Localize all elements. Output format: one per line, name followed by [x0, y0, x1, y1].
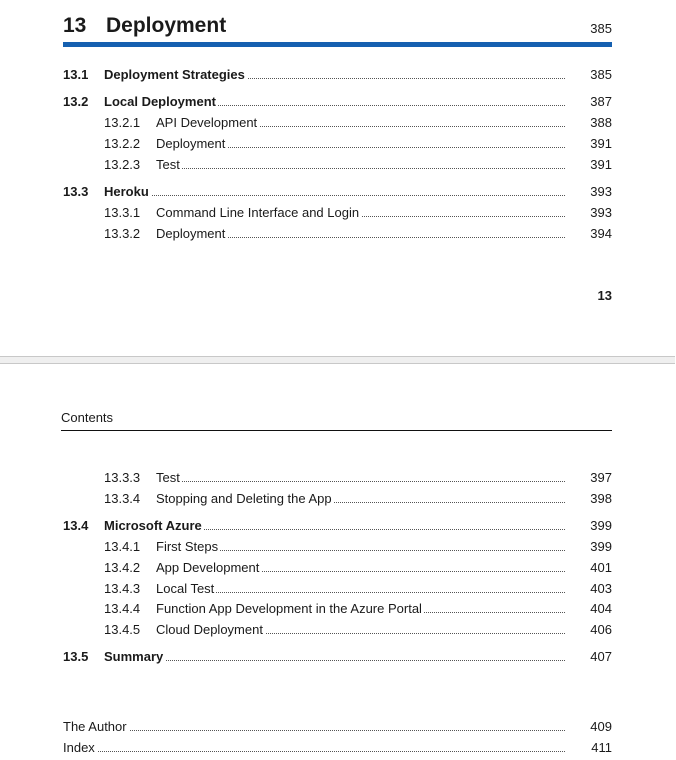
entry-title: Deployment [156, 136, 226, 151]
toc-entry[interactable] [63, 156, 612, 174]
entry-title: Command Line Interface and Login [156, 205, 360, 220]
entry-page: 391 [590, 157, 612, 172]
entry-number: 13.3 [63, 184, 89, 199]
entry-page: 399 [590, 518, 612, 533]
toc-entry[interactable] [63, 538, 612, 556]
toc-entry[interactable] [63, 718, 612, 736]
entry-title: Test [156, 470, 180, 485]
entry-page: 409 [590, 719, 612, 734]
entry-number: 13.4.4 [104, 601, 141, 616]
entry-page: 391 [590, 136, 612, 151]
entry-number: 13.2 [63, 94, 89, 109]
entry-page: 401 [590, 560, 612, 575]
leader-dots [156, 168, 565, 169]
entry-number: 13.3.4 [104, 491, 141, 506]
chapter-page-number: 385 [590, 21, 612, 36]
entry-page: 388 [590, 115, 612, 130]
entry-page: 385 [590, 67, 612, 82]
leader-dots [104, 195, 565, 196]
toc-entry[interactable] [63, 114, 612, 132]
toc-entry[interactable] [63, 490, 612, 508]
page-folio: 13 [597, 288, 612, 303]
entry-page: 399 [590, 539, 612, 554]
running-head: Contents [61, 410, 114, 425]
entry-page: 406 [590, 622, 612, 637]
entry-page: 393 [590, 184, 612, 199]
entry-page: 397 [590, 470, 612, 485]
entry-title: Test [156, 157, 180, 172]
entry-page: 404 [590, 601, 612, 616]
entry-title: The Author [63, 719, 127, 734]
entry-title: API Development [156, 115, 258, 130]
entry-number: 13.5 [63, 649, 89, 664]
chapter-number: 13 [63, 14, 87, 37]
entry-title: Local Test [156, 581, 215, 596]
entry-number: 13.2.1 [104, 115, 141, 130]
leader-dots [63, 751, 565, 752]
entry-page: 387 [590, 94, 612, 109]
entry-title: Deployment [156, 226, 226, 241]
entry-number: 13.3.3 [104, 470, 141, 485]
toc-page-2 [0, 364, 676, 760]
entry-number: 13.2.3 [104, 157, 141, 172]
entry-number: 13.1 [63, 67, 89, 82]
entry-number: 13.3.2 [104, 226, 141, 241]
toc-entry[interactable] [63, 66, 612, 84]
toc-entry[interactable] [63, 93, 612, 111]
entry-title: First Steps [156, 539, 219, 554]
entry-title: Summary [104, 649, 164, 664]
toc-entry[interactable] [63, 517, 612, 535]
entry-title: App Development [156, 560, 260, 575]
toc-entry[interactable] [63, 559, 612, 577]
toc-entry[interactable] [63, 600, 612, 618]
entry-number: 13.2.2 [104, 136, 141, 151]
chapter-title: Deployment [106, 14, 227, 37]
entry-page: 407 [590, 649, 612, 664]
toc-entry[interactable] [63, 183, 612, 201]
toc-entry[interactable] [63, 469, 612, 487]
leader-dots [104, 660, 565, 661]
entry-number: 13.3.1 [104, 205, 141, 220]
entry-title: Heroku [104, 184, 149, 199]
toc-entry[interactable] [63, 621, 612, 639]
entry-page: 411 [591, 740, 612, 755]
entry-page: 393 [590, 205, 612, 220]
toc-entry[interactable] [63, 648, 612, 666]
running-head-rule [61, 430, 612, 431]
entry-number: 13.4.1 [104, 539, 141, 554]
entry-number: 13.4.3 [104, 581, 141, 596]
entry-page: 403 [590, 581, 612, 596]
entry-page: 398 [590, 491, 612, 506]
entry-title: Cloud Deployment [156, 622, 263, 637]
toc-entry[interactable] [63, 204, 612, 222]
chapter-rule [63, 42, 612, 47]
toc-entry[interactable] [63, 135, 612, 153]
entry-title: Deployment Strategies [104, 67, 245, 82]
toc-entry[interactable] [63, 739, 612, 757]
entry-title: Function App Development in the Azure Portal [156, 601, 422, 616]
leader-dots [156, 481, 565, 482]
page-separator [0, 356, 675, 364]
entry-number: 13.4.5 [104, 622, 141, 637]
toc-entry[interactable] [63, 580, 612, 598]
entry-number: 13.4.2 [104, 560, 141, 575]
chapter-heading[interactable] [63, 14, 612, 40]
entry-title: Microsoft Azure [104, 518, 202, 533]
entry-page: 394 [590, 226, 612, 241]
entry-title: Stopping and Deleting the App [156, 491, 332, 506]
entry-title: Index [63, 740, 95, 755]
leader-dots [63, 730, 565, 731]
toc-page-1 [0, 0, 676, 356]
leader-dots [156, 592, 565, 593]
toc-entry[interactable] [63, 225, 612, 243]
entry-number: 13.4 [63, 518, 89, 533]
entry-title: Local Deployment [104, 94, 216, 109]
